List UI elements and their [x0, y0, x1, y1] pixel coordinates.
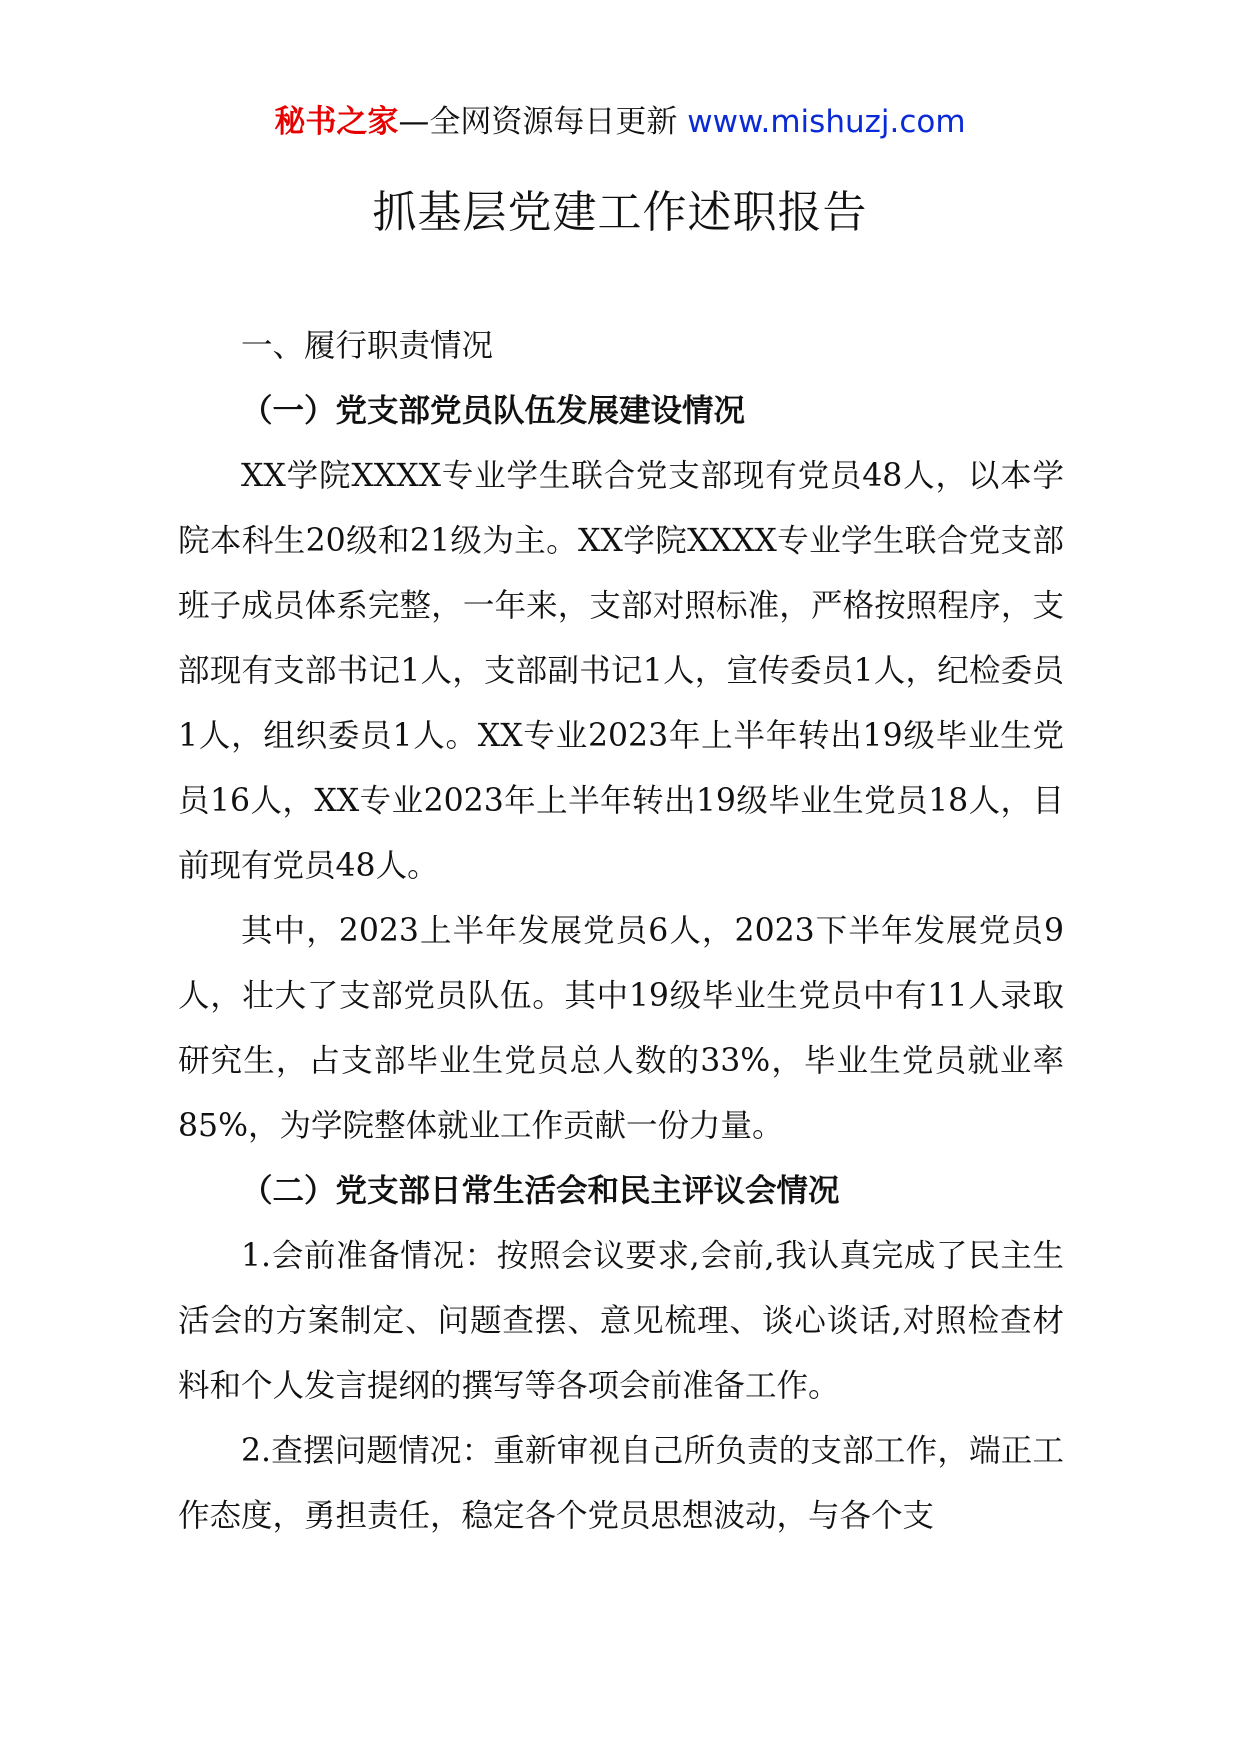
subsection-heading-meetings: （二）党支部日常生活会和民主评议会情况	[241, 1173, 840, 1209]
paragraph-meeting-preparation: 1.会前准备情况：按照会议要求,会前,我认真完成了民主生活会的方案制定、问题查摆、意见梳理、谈心谈话,对照检查材料和个人发言提纲的撰写等各项会前准备工作。	[178, 1238, 1064, 1404]
document-body	[178, 314, 1064, 1549]
header-tagline: —全网资源每日更新	[398, 104, 688, 140]
site-url-link[interactable]: www.mishuzj.com	[687, 104, 966, 140]
document-title: 抓基层党建工作述职报告	[372, 187, 868, 238]
brand-name: 秘书之家	[274, 104, 399, 140]
paragraph-member-development: 其中，2023上半年发展党员6人，2023下半年发展党员9人，壮大了支部党员队伍。其中19级毕业生党员中有11人录取研究生，占支部毕业生党员总人数的33%，毕业生党员就业率85%，为学院整体就业工作贡献一份力量。	[178, 913, 1064, 1144]
subsection-heading-team-building: （一）党支部党员队伍发展建设情况	[241, 393, 746, 429]
paragraph-branch-overview: XX学院XXXX专业学生联合党支部现有党员48人，以本学院本科生20级和21级为主。XX学院XXXX专业学生联合党支部班子成员体系完整，一年来，支部对照标准，严格按照程序，支部现有支部书记1人，支部副书记1人，宣传委员1人，纪检委员1人，组织委员1人。XX专业2023年上半年转出19级毕业生党员16人，XX专业2023年上半年转出19级毕业生党员18人，目前现有党员48人。	[178, 458, 1064, 884]
paragraph-problem-review: 2.查摆问题情况：重新审视自己所负责的支部工作，端正工作态度，勇担责任，稳定各个党员思想波动，与各个支	[178, 1433, 1064, 1534]
site-header	[0, 102, 1240, 142]
section-heading-duties: 一、履行职责情况	[241, 328, 494, 364]
